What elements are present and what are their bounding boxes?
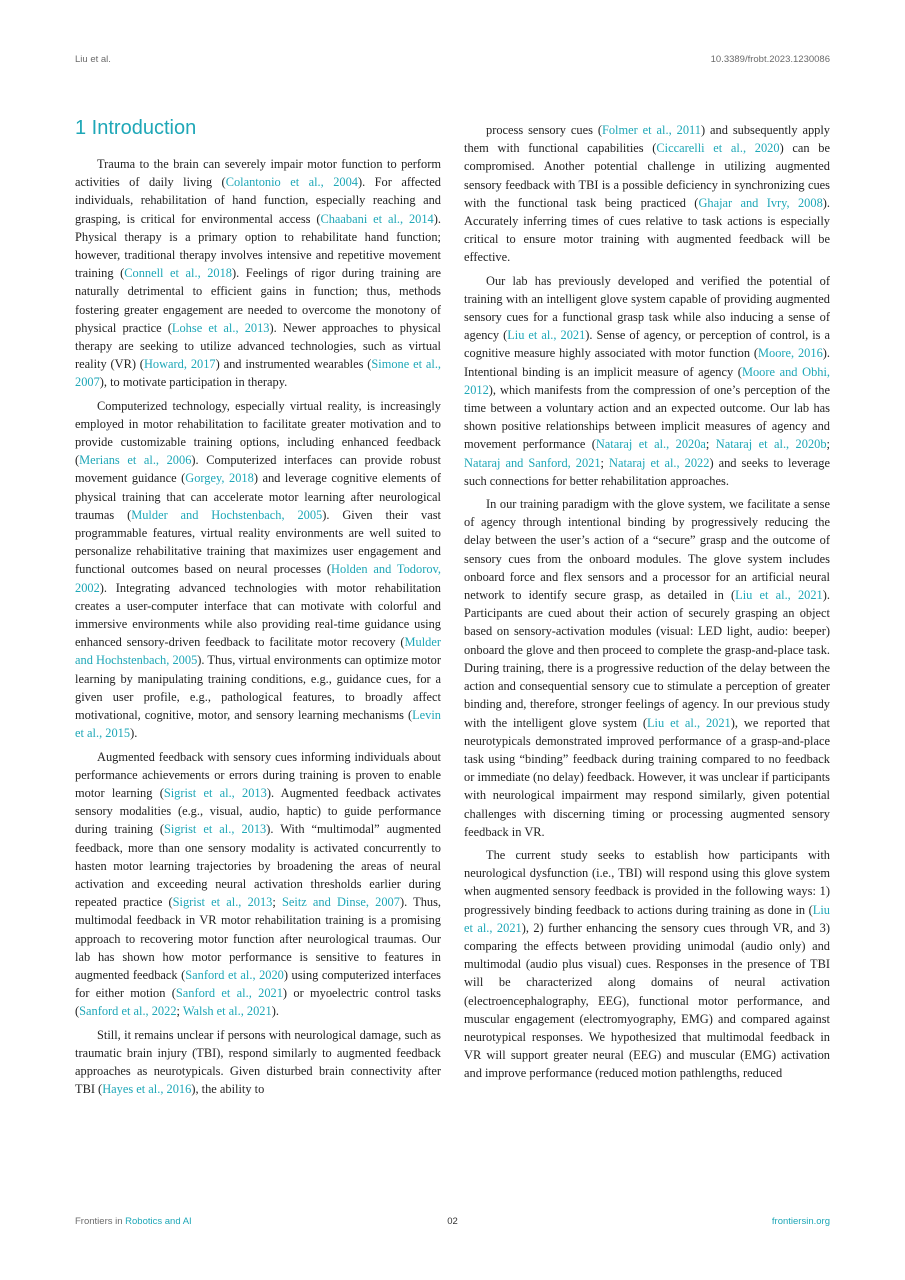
paragraph-text: ) can be compromised. Another potential challenge in utilizing augmented sensory feedback with TBI is a possible deficiency in synchronizing cues with the functional task being practiced ( <box>464 141 830 210</box>
citation-link[interactable]: Sigrist et al., 2013 <box>164 822 267 837</box>
paragraph-text: Trauma to the brain can severely impair motor function to perform activities of daily living ( <box>75 157 441 190</box>
paragraph-text: The current study seeks to establish how participants with neurological dysfunction (i.e., TBI) will respond using this glove system when augmented sensory feedback is provided in the following ways: 1) progressively binding feedback to actions during training as done in ( <box>464 847 830 917</box>
left-column <box>75 112 441 1103</box>
citation-link[interactable]: Sanford et al., 2021 <box>175 986 283 1001</box>
paragraph-text: ). Intentional binding is an implicit measure of agency ( <box>464 346 831 379</box>
running-header-doi: 10.3389/frobt.2023.1230086 <box>710 54 830 65</box>
citation-link[interactable]: Simone et al., 2007 <box>75 357 442 390</box>
citation-link[interactable]: Nataraj and Sanford, 2021 <box>464 455 601 470</box>
citation-link[interactable]: Connell et al., 2018 <box>124 266 233 281</box>
paragraph <box>464 272 830 490</box>
paragraph-text: Computerized technology, especially virtual reality, is increasingly employed in motor rehabilitation to facilitate greater motivation and to provide customizable training options, including enhanced feedback ( <box>75 398 441 468</box>
footer-journal-link[interactable]: Robotics and AI <box>125 1216 192 1227</box>
paragraph-text: ). Given their vast programmable features, virtual reality environments are well suited to personalize rehabilitative training that maximizes user engagement and functional outcomes based on neural processes ( <box>75 507 442 577</box>
citation-link[interactable]: Sanford et al., 2020 <box>185 967 284 982</box>
paragraph-text: ), to motivate participation in therapy. <box>99 375 288 390</box>
citation-link[interactable]: Moore and Obhi, 2012 <box>464 364 831 397</box>
page-number: 02 <box>447 1216 458 1227</box>
citation-link[interactable]: Walsh et al., 2021 <box>182 1004 272 1019</box>
right-column-body <box>464 121 830 1083</box>
paragraph-text: ) and instrumented wearables ( <box>215 357 372 372</box>
citation-link[interactable]: Seitz and Dinse, 2007 <box>281 895 400 910</box>
citation-link[interactable]: Moore, 2016 <box>758 346 823 361</box>
citation-link[interactable]: Chaabani et al., 2014 <box>320 211 434 226</box>
citation-link[interactable]: Howard, 2017 <box>143 357 216 372</box>
citation-link[interactable]: Mulder and Hochstenbach, 2005 <box>75 635 441 668</box>
citation-link[interactable]: Liu et al., 2021 <box>464 902 830 935</box>
paragraph-text: ). Computerized interfaces can provide robust movement guidance ( <box>75 453 441 486</box>
paragraph-text: Still, it remains unclear if persons with neurological damage, such as traumatic brain injury (TBI), respond similarly to augmented feedback approaches as neurotypicals. Given disturbed brain connectivity after TBI ( <box>75 1027 441 1097</box>
paragraph-text: ). Newer approaches to physical therapy are seeking to utilize advanced technologies, such as virtual reality (VR) ( <box>75 320 442 372</box>
paragraph-text: ; <box>600 455 610 470</box>
citation-link[interactable]: Liu et al., 2021 <box>735 588 823 603</box>
paragraph <box>464 495 830 841</box>
paragraph-text: ). <box>271 1004 279 1019</box>
paragraph-text: ; <box>272 895 282 910</box>
citation-link[interactable]: Mulder and Hochstenbach, 2005 <box>131 507 323 522</box>
citation-link[interactable]: Lohse et al., 2013 <box>171 320 270 335</box>
paragraph-text: ; <box>176 1004 183 1019</box>
citation-link[interactable]: Liu et al., 2021 <box>507 328 586 343</box>
paragraph-text: Our lab has previously developed and verified the potential of training with an intelligent glove system capable of providing augmented sensory cues for a functional grasp task while also inducing a sense of agency ( <box>464 273 830 343</box>
citation-link[interactable]: Ghajar and Ivry, 2008 <box>698 195 823 210</box>
paragraph-text: ). Participants are cued about their action of securely grasping an object based on sensory-activation modules (visual: LED light, audio: beeper) onboard the glove and then proceed to complete the grasp-and-place task. During training, there is a progressive reduction of the delay between the action and consequential sensory cue to stimulate a perception of greater binding and, therefore, stronger feelings of agency. In our previous study with the intelligent glove system ( <box>464 588 830 730</box>
paragraph-text: process sensory cues ( <box>486 123 602 137</box>
paragraph-text: ) and seeks to leverage such connections for better rehabilitation approaches. <box>464 455 830 488</box>
paragraph-text: ), we reported that neurotypicals demonstrated improved performance of a grasp-and-place task using “binding” feedback during training compared to no feedback or immediate (no delay) feedback. However, it was unclear if participants with neurological impairment may respond similarly, given potential challenges with discerning timing or processing augmented sensory feedback in VR. <box>464 715 830 839</box>
paragraph-text: ) and subsequently apply them with functional capabilities ( <box>464 123 830 156</box>
left-column-body <box>75 155 441 1098</box>
paragraph-text: ), which manifests from the compression of one’s perception of the time between a voluntary action and an expected outcome. Our lab has shown positive relationships between implicit measures of agency and movement performance ( <box>464 382 830 452</box>
citation-link[interactable]: Sigrist et al., 2013 <box>163 785 267 800</box>
citation-link[interactable]: Levin et al., 2015 <box>75 708 441 741</box>
paragraph-text: ), the ability to <box>191 1082 265 1097</box>
paragraph <box>464 121 830 267</box>
paragraph-text: ; <box>705 437 716 452</box>
paragraph <box>75 748 441 1021</box>
citation-link[interactable]: Holden and Todorov, 2002 <box>75 562 442 595</box>
paragraph-text: Augmented feedback with sensory cues informing individuals about performance achievements or errors during training is proven to enable motor learning ( <box>75 749 441 800</box>
citation-link[interactable]: Nataraj et al., 2020a <box>595 437 706 452</box>
paragraph-text: ). <box>130 726 138 741</box>
paragraph-text: ). Feelings of rigor during training are naturally detrimental to efficient gains in function; thus, methods fostering greater engagement are needed to overcome the monotony of physical practice ( <box>75 266 442 335</box>
right-column <box>464 121 830 1088</box>
paragraph-text: ) or myoelectric control tasks ( <box>75 986 442 1019</box>
paragraph <box>75 1026 441 1099</box>
paragraph-text: ). Physical therapy is a primary option to rehabilitate hand function; however, traditional therapy involves intensive and repetitive movement training ( <box>75 211 441 281</box>
citation-link[interactable]: Nataraj et al., 2022 <box>609 455 710 470</box>
citation-link[interactable]: Sanford et al., 2022 <box>79 1004 177 1019</box>
paragraph-text: ). With “multimodal” augmented feedback, more than one sensory modality is activated concurrently to hasten motor learning trajectories by broadening the areas of neural activation and exceeding neural activation thresholds earlier during repeated practice ( <box>75 822 441 910</box>
paragraph-text: ). Sense of agency, or perception of control, is a cognitive measure highly associated with motor function ( <box>464 328 830 361</box>
paragraph-text: ), 2) further enhancing the sensory cues through VR, and 3) comparing the effects between providing unimodal (audio only) and multimodal (audio plus visual) cues. Responses in the presence of TBI will be characterized along domains of neural activation (electroencephalography, EEG), functional motor performance, and muscular engagement (electromyography, EMG) and compared against neurotypical responses. We hypothesized that multimodal feedback in VR will support greater neural (EEG) and muscular (EMG) activation and improve performance (reduced motion pathlengths, reduced <box>464 920 830 1081</box>
paragraph <box>75 397 441 743</box>
citation-link[interactable]: Sigrist et al., 2013 <box>172 895 273 910</box>
paragraph-text: In our training paradigm with the glove system, we facilitate a sense of agency through intentional binding by progressively reducing the delay between the user’s action of a “secure” grasp and the outcome of sensory cues from the onboard modules. The glove system includes onboard force and flex sensors and a processor for an artificial neural network to identify secure grasp, as detailed in ( <box>464 497 830 603</box>
paragraph-text: ). Thus, multimodal feedback in VR motor rehabilitation training is a promising approach to recovering motor function after neurological traumas. Our lab has shown how motor performance is sensitive to features in augmented feedback ( <box>75 895 441 982</box>
citation-link[interactable]: Ciccarelli et al., 2020 <box>656 141 780 156</box>
footer-site-link[interactable]: frontiersin.org <box>771 1216 830 1227</box>
citation-link[interactable]: Liu et al., 2021 <box>646 715 731 730</box>
paragraph-text: ) using computerized interfaces for either motion ( <box>75 967 441 1001</box>
paragraph-text: ). For affected individuals, rehabilitation of hand function, especially reaching and grasping, is critical for environmental access ( <box>75 175 441 226</box>
citation-link[interactable]: Gorgey, 2018 <box>185 471 254 486</box>
citation-link[interactable]: Hayes et al., 2016 <box>102 1082 192 1097</box>
paragraph <box>464 846 830 1083</box>
running-header-authors: Liu et al. <box>75 54 111 65</box>
paragraph-text: ). Accurately inferring times of cues relative to task actions is especially critical to ensure motor training with augmented feedback will be effective. <box>464 195 830 265</box>
citation-link[interactable]: Nataraj et al., 2020b <box>715 437 827 452</box>
paragraph-text: ) and leverage cognitive elements of physical training that can accelerate motor learning after neurological traumas ( <box>75 471 441 522</box>
paragraph <box>75 155 441 392</box>
paragraph-text: ). Thus, virtual environments can optimize motor learning by manipulating training conditions, e.g., guidance cues, for a given user profile, e.g., pathological features, to broadly affect motivational, cognitive, motor, and sensory learning mechanisms ( <box>75 653 441 723</box>
paragraph-text: ). Augmented feedback activates sensory modalities (e.g., visual, audio, haptic) to guide performance during training ( <box>75 785 441 837</box>
section-title: 1 Introduction <box>75 117 197 139</box>
citation-link[interactable]: Colantonio et al., 2004 <box>225 175 358 190</box>
paragraph-text: ; <box>826 437 830 452</box>
citation-link[interactable]: Merians et al., 2006 <box>79 453 192 468</box>
paragraph-text: ). Integrating advanced technologies with motor rehabilitation creates a user-computer interface that can motivate with colorful and immersive environments while also providing real-time guidance using enhanced sensory-driven feedback to facilitate motor recovery ( <box>75 580 441 650</box>
footer-journal-prefix: Frontiers in <box>75 1216 123 1227</box>
citation-link[interactable]: Folmer et al., 2011 <box>601 123 701 137</box>
